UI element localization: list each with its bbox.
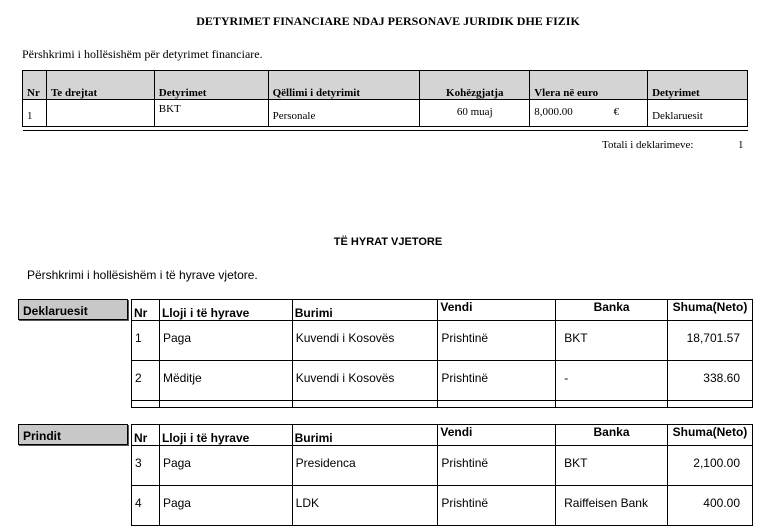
cell-burimi: LDK [292, 486, 438, 526]
cell-kohezgjatja: 60 muaj [420, 100, 530, 127]
cell-vendi: Prishtinë [438, 446, 556, 486]
table-header-row [132, 425, 753, 446]
col-header-vlera: Vlera në euro [530, 71, 648, 100]
cell-shuma: 2,100.00 [667, 446, 752, 486]
cell-banka: BKT [556, 321, 668, 361]
col-header-kohezgjatja: Kohëzgjatja [420, 71, 530, 100]
col-header-shuma: Shuma(Neto) [667, 425, 752, 446]
table-header-row [132, 300, 753, 321]
col-header-detyrimet-2: Detyrimet [648, 71, 748, 100]
cell-vlera [530, 100, 648, 127]
cell-shuma: 18,701.57 [667, 321, 752, 361]
col-header-shuma: Shuma(Neto) [667, 300, 752, 321]
cell-detyrimet: BKT [154, 100, 268, 127]
financial-obligations-description: Përshkrimi i hollësishëm për detyrimet financiare. [22, 47, 263, 61]
table-bottom-rule [132, 401, 753, 408]
cell-nr: 3 [132, 446, 160, 486]
cell-burimi: Presidenca [292, 446, 438, 486]
table-row [132, 486, 753, 526]
cell-nr: 1 [132, 321, 160, 361]
total-declarations-value: 1 [738, 139, 744, 151]
cell-banka: - [556, 361, 668, 401]
cell-vendi: Prishtinë [438, 361, 556, 401]
cell-banka: Raiffeisen Bank [556, 486, 668, 526]
cell-nr: 4 [132, 486, 160, 526]
cell-lloji: Paga [159, 446, 292, 486]
cell-lloji: Paga [159, 321, 292, 361]
col-header-lloji: Lloji i të hyrave [159, 425, 292, 446]
col-header-nr: Nr [132, 425, 160, 446]
col-header-vendi: Vendi [438, 425, 556, 446]
col-header-qellimi: Qëllimi i detyrimit [268, 71, 420, 100]
cell-vendi: Prishtinë [438, 321, 556, 361]
col-header-banka: Banka [556, 300, 668, 321]
cell-banka: BKT [556, 446, 668, 486]
cell-detyrimet-2: Deklaruesit [648, 100, 748, 127]
table-row [23, 100, 748, 127]
group-label-deklaruesit: Deklaruesit [18, 299, 128, 320]
annual-income-description: Përshkrimi i hollësishëm i të hyrave vjetore. [27, 268, 258, 282]
col-header-nr: Nr [132, 300, 160, 321]
cell-shuma: 338.60 [667, 361, 752, 401]
cell-burimi: Kuvendi i Kosovës [292, 321, 438, 361]
cell-lloji: Mëditje [159, 361, 292, 401]
cell-lloji: Paga [159, 486, 292, 526]
cell-te-drejtat [46, 100, 154, 127]
cell-vendi: Prishtinë [438, 486, 556, 526]
cell-burimi: Kuvendi i Kosovës [292, 361, 438, 401]
total-declarations-label: Totali i deklarimeve: [602, 139, 694, 151]
vlera-amount: 8,000.00 [534, 106, 573, 118]
col-header-vendi: Vendi [438, 300, 556, 321]
income-table-prindit [131, 424, 753, 526]
cell-nr: 1 [23, 100, 47, 127]
col-header-burimi: Burimi [292, 425, 438, 446]
cell-qellimi: Personale [268, 100, 420, 127]
table-row [132, 321, 753, 361]
col-header-nr: Nr [23, 71, 47, 100]
financial-obligations-table [22, 70, 748, 131]
table-row [132, 361, 753, 401]
table-bottom-rule [23, 127, 748, 131]
col-header-lloji: Lloji i të hyrave [159, 300, 292, 321]
income-table-deklaruesit [131, 299, 753, 408]
group-label-prindit: Prindit [18, 424, 128, 445]
col-header-banka: Banka [556, 425, 668, 446]
annual-income-title: TË HYRAT VJETORE [333, 236, 443, 248]
financial-obligations-title: DETYRIMET FINANCIARE NDAJ PERSONAVE JURIDIK DHE FIZIK [196, 14, 580, 28]
table-header-row [23, 71, 748, 100]
col-header-te-drejtat: Te drejtat [46, 71, 154, 100]
cell-nr: 2 [132, 361, 160, 401]
col-header-detyrimet: Detyrimet [154, 71, 268, 100]
col-header-burimi: Burimi [292, 300, 438, 321]
euro-icon: € [613, 106, 620, 118]
table-row [132, 446, 753, 486]
cell-shuma: 400.00 [667, 486, 752, 526]
